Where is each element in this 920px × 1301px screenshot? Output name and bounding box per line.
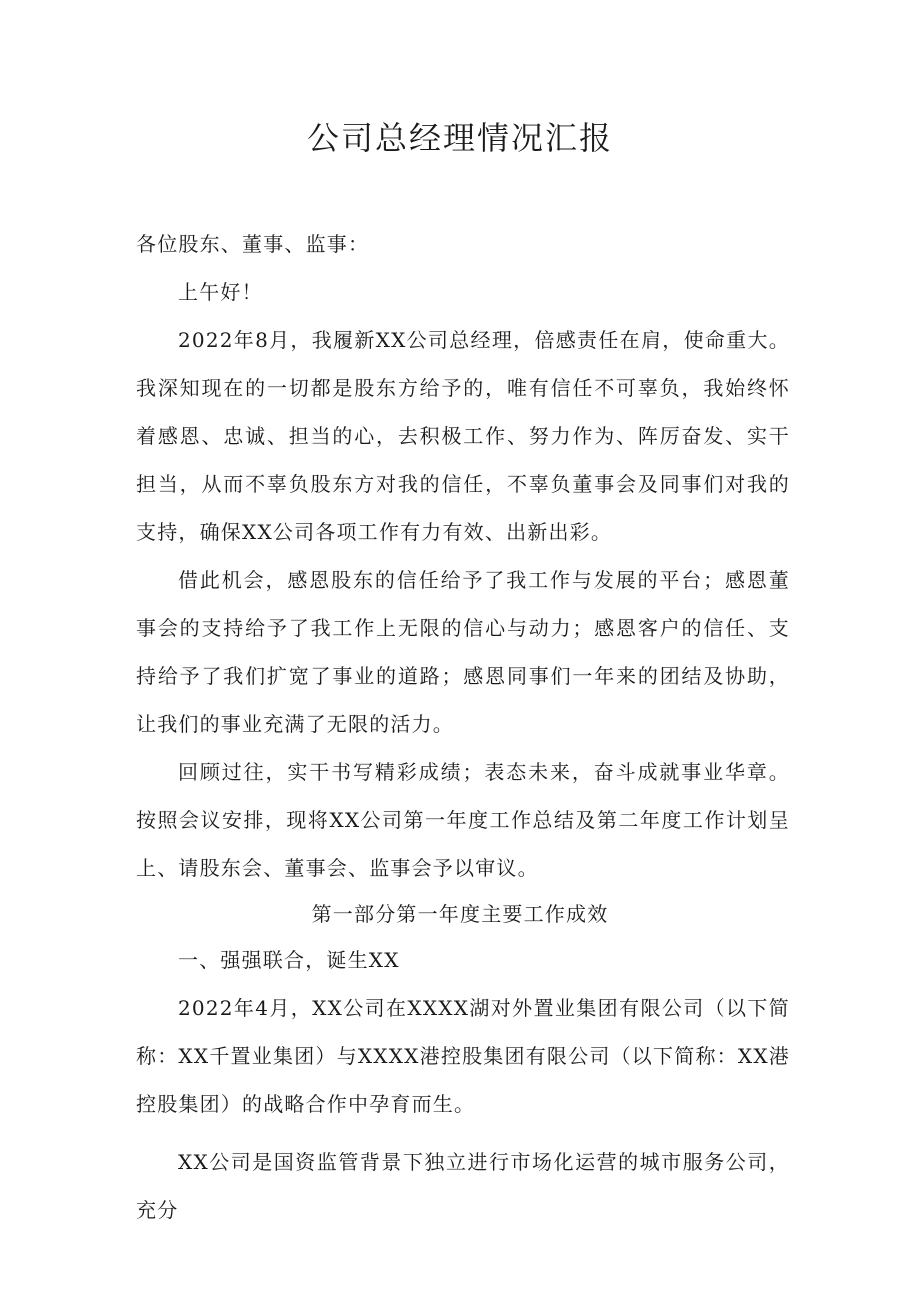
section-heading: 第一部分第一年度主要工作成效 (311, 902, 609, 926)
greeting: 上午好！ (178, 280, 263, 304)
body-paragraph-2: 借此机会，感恩股东的信任给予了我工作与发展的平台；感恩董事会的支持给予了我工作上无限的信心与动力；感恩客户的信任、支持给予了我们扩宽了事业的道路；感恩同事们一年来的团结及协助，让我们的事业充满了无限的活力。 (136, 568, 790, 736)
salutation: 各位股东、董事、监事： (136, 232, 370, 256)
section-paragraph-1: 2022年4月，XX公司在XXXX湖对外置业集团有限公司（以下简称：XX千置业集团）与XXXX港控股集团有限公司（以下简称：XX港控股集团）的战略合作中孕育而生。 (136, 996, 790, 1116)
body-paragraph-1: 2022年8月，我履新XX公司总经理，倍感责任在肩，使命重大。我深知现在的一切都是股东方给予的，唯有信任不可辜负，我始终怀着感恩、忠诚、担当的心，去积极工作、努力作为、阵厉奋发、实干担当，从而不辜负股东方对我的信任，不辜负董事会及同事们对我的支持，确保XX公司各项工作有力有效、出新出彩。 (136, 328, 790, 544)
section-paragraph-2: XX公司是国资监管背景下独立进行市场化运营的城市服务公司，充分 (136, 1150, 790, 1222)
body-paragraph-3: 回顾过往，实干书写精彩成绩；表态未来，奋斗成就事业华章。按照会议安排，现将XX公司第一年度工作总结及第二年度工作计划呈上、请股东会、董事会、监事会予以审议。 (136, 760, 790, 880)
subsection-heading: 一、强强联合，诞生XX (178, 948, 400, 972)
document-title: 公司总经理情况汇报 (306, 119, 613, 157)
